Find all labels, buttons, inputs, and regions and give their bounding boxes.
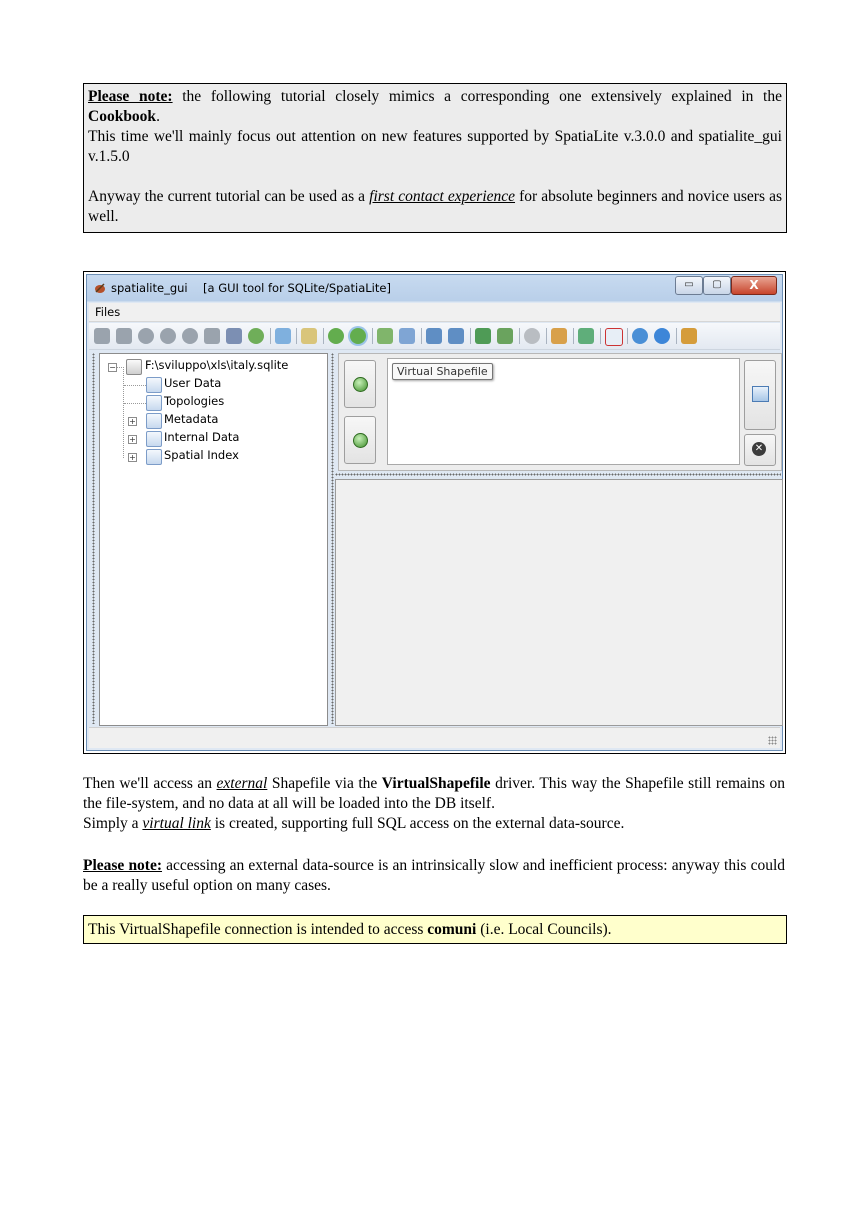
please-note-label: Please note: <box>88 88 173 105</box>
virtual-dbf-icon[interactable] <box>399 328 415 344</box>
execute-sql-button[interactable] <box>744 360 776 430</box>
toolbar-separator <box>627 328 628 344</box>
maximize-button[interactable] <box>703 276 731 295</box>
menu-bar <box>89 303 780 322</box>
intro-note-line2: This time we'll mainly focus out attention on new features supported by SpatiaLite v.3.0.0 and spatialite_gui v.1.5.0 <box>88 128 782 165</box>
clear-sql-button[interactable] <box>744 434 776 466</box>
toolbar-separator <box>676 328 677 344</box>
create-db-icon[interactable] <box>138 328 154 344</box>
yellow-note-text-a: This VirtualShapefile connection is intended to access <box>88 921 428 938</box>
srid-icon[interactable] <box>578 328 594 344</box>
sql-script-icon[interactable] <box>248 328 264 344</box>
db-tree-pane <box>99 353 328 726</box>
yellow-note-box <box>83 915 787 944</box>
exit-icon[interactable] <box>681 328 697 344</box>
sql-panel <box>338 353 782 471</box>
window-subtitle: [a GUI tool for SQLite/SpatiaLite] <box>203 281 391 295</box>
status-bar <box>89 727 780 748</box>
history-forward-button[interactable] <box>344 416 376 464</box>
para1-text-a: Then we'll access an <box>83 775 217 792</box>
main-splitter-grip[interactable] <box>331 353 334 724</box>
expand-icon[interactable]: + <box>129 453 136 462</box>
para1-text-b: Shapefile via the <box>267 775 382 792</box>
intro-note-text-b: . <box>156 108 160 125</box>
minimize-button[interactable] <box>675 276 703 295</box>
window-controls <box>675 276 777 295</box>
title-bar[interactable] <box>87 275 782 301</box>
result-grid-pane <box>335 479 783 726</box>
disconnect-icon[interactable] <box>116 328 132 344</box>
paragraph-please-note <box>83 856 785 896</box>
expand-icon[interactable]: + <box>129 417 136 426</box>
toolbar-separator <box>323 328 324 344</box>
tree-node-internal-data[interactable]: Internal Data <box>164 430 240 444</box>
charset-icon[interactable] <box>605 328 623 346</box>
about-icon[interactable] <box>654 328 670 344</box>
tree-line <box>117 367 124 368</box>
load-xl-icon[interactable] <box>475 328 491 344</box>
intro-note-line1 <box>88 87 782 127</box>
tree-node-topologies[interactable]: Topologies <box>164 394 225 408</box>
tooltip: Virtual Shapefile <box>392 363 493 380</box>
toolbar-separator <box>546 328 547 344</box>
toolbar-separator <box>600 328 601 344</box>
toolbar <box>89 323 780 350</box>
intro-note-text-a: the following tutorial closely mimics a corresponding one extensively explained in the <box>172 88 782 105</box>
table-group-icon <box>146 449 162 465</box>
intro-note-line3-b: for absolute beginners and novice users as well. <box>88 188 782 225</box>
load-txt-icon[interactable] <box>426 328 442 344</box>
clear-icon: ✕ <box>752 442 766 456</box>
virtual-link-text: virtual link <box>142 815 211 832</box>
database-icon <box>126 359 142 375</box>
toolbar-separator <box>470 328 471 344</box>
virtual-csv-icon[interactable] <box>377 328 393 344</box>
external-text: external <box>216 775 268 792</box>
driver-name: VirtualShapefile <box>381 775 491 792</box>
memory-db-save-icon[interactable] <box>204 328 220 344</box>
table-group-icon <box>146 431 162 447</box>
first-contact-text: first contact experience <box>369 188 516 205</box>
dump-dbf-icon[interactable] <box>524 328 540 344</box>
intro-note-line3 <box>88 187 782 227</box>
intro-note-box <box>83 83 787 233</box>
toolbar-separator <box>296 328 297 344</box>
screenshot-frame <box>83 271 786 754</box>
please-note-label-2: Please note: <box>83 857 163 874</box>
intro-note-line3-a: Anyway the current tutorial can be used as a <box>88 188 370 205</box>
close-button[interactable] <box>731 276 777 295</box>
para1-text-c: driver. This way the Shapefile still remains on the file-system, and no data at all will be loaded into the DB itself. <box>83 775 785 812</box>
menu-files[interactable]: Files <box>95 305 121 319</box>
history-back-button[interactable] <box>344 360 376 408</box>
load-dbf-icon[interactable] <box>448 328 464 344</box>
collapse-icon[interactable]: − <box>109 363 116 372</box>
load-shp-icon[interactable] <box>275 328 291 344</box>
tree-line <box>123 367 124 458</box>
network-icon[interactable] <box>551 328 567 344</box>
paragraph-please-note-text <box>83 856 785 896</box>
tree-line <box>124 385 146 386</box>
tree-node-user-data[interactable]: User Data <box>164 376 222 390</box>
window-title: spatialite_gui <box>111 281 188 295</box>
tree-node-metadata[interactable]: Metadata <box>164 412 219 426</box>
virtual-shp-active-icon[interactable] <box>350 328 366 344</box>
table-group-icon <box>146 377 162 393</box>
virtual-shp-icon[interactable] <box>328 328 344 344</box>
dump-shp-icon[interactable] <box>497 328 513 344</box>
memory-db-load-icon[interactable] <box>182 328 198 344</box>
para2-text: accessing an external data-source is an intrinsically slow and inefficient process: anyway this could be a really useful option on many cases. <box>83 857 786 894</box>
para1-line2-a: Simply a <box>83 815 143 832</box>
vacuum-icon[interactable] <box>226 328 242 344</box>
toolbar-separator <box>519 328 520 344</box>
toolbar-separator <box>270 328 271 344</box>
close-icon: X <box>749 278 759 292</box>
tree-root-db[interactable]: F:\sviluppo\xls\italy.sqlite <box>145 358 289 372</box>
tree-line <box>124 403 146 404</box>
paragraph-virtualshapefile-line2 <box>83 814 785 834</box>
expand-icon[interactable]: + <box>129 435 136 444</box>
paragraph-virtualshapefile <box>83 774 785 834</box>
cookbook-text: Cookbook <box>88 108 157 125</box>
memory-db-icon[interactable] <box>160 328 176 344</box>
paragraph-virtualshapefile-line1 <box>83 774 785 814</box>
help-icon[interactable] <box>632 328 648 344</box>
toolbar-separator <box>372 328 373 344</box>
para1-line2-b: is created, supporting full SQL access on the external data-source. <box>210 815 625 832</box>
app-window <box>86 274 783 751</box>
back-arrow-icon <box>353 377 368 392</box>
yellow-note-text-b: (i.e. Local Councils). <box>476 921 612 938</box>
toolbar-separator <box>573 328 574 344</box>
left-splitter-grip[interactable] <box>92 353 95 724</box>
tree-node-spatial-index[interactable]: Spatial Index <box>164 448 239 462</box>
result-splitter-grip[interactable] <box>335 473 781 476</box>
maximize-icon: ▢ <box>712 279 722 290</box>
virtual-shp-icon-main[interactable] <box>301 328 317 344</box>
connect-icon[interactable] <box>94 328 110 344</box>
toolbar-separator <box>421 328 422 344</box>
table-group-icon <box>146 413 162 429</box>
comuni-text: comuni <box>427 921 477 938</box>
minimize-icon: ▭ <box>684 279 694 290</box>
resize-grip-icon[interactable] <box>768 736 777 745</box>
table-group-icon <box>146 395 162 411</box>
app-feather-icon <box>93 281 107 295</box>
forward-arrow-icon <box>353 433 368 448</box>
execute-icon <box>752 386 769 402</box>
